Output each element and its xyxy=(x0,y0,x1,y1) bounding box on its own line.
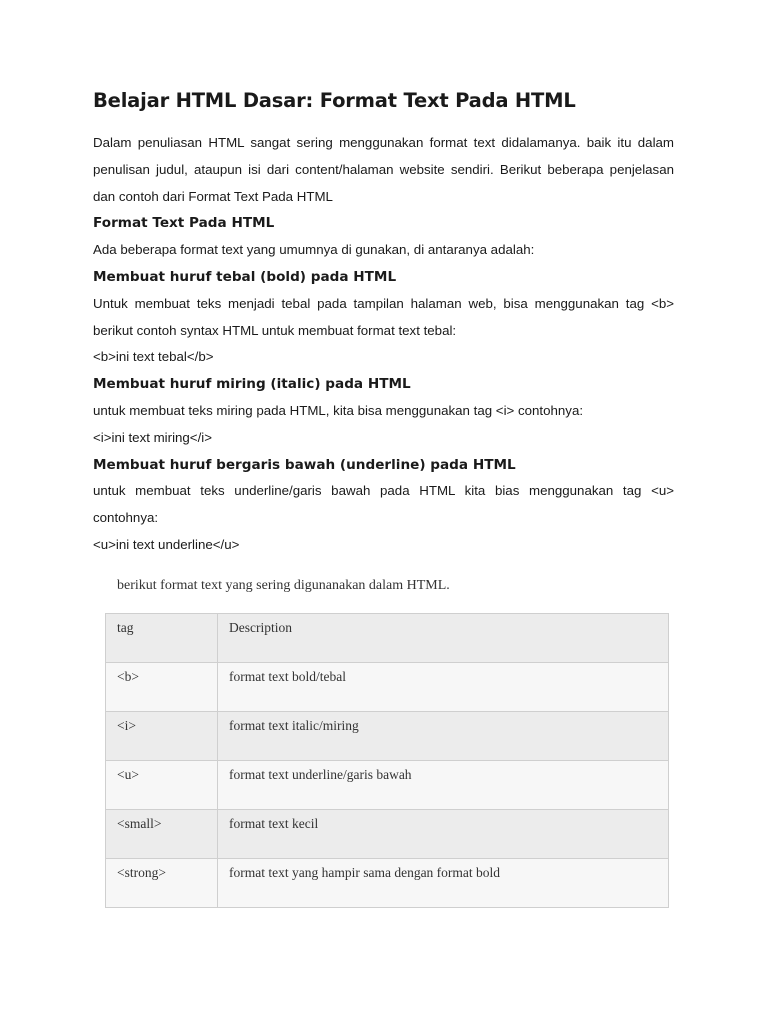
format-tags-table xyxy=(105,613,669,908)
section-heading-format-text: Format Text Pada HTML xyxy=(93,215,275,232)
document-body xyxy=(93,86,674,559)
italic-text: untuk membuat teks miring pada HTML, kita bisa menggunakan tag <i> contohnya: xyxy=(93,402,584,418)
header-cell-description: Description xyxy=(218,614,669,663)
table-row xyxy=(106,761,669,810)
description-cell: format text kecil xyxy=(218,810,669,859)
tag-cell: <u> xyxy=(106,761,218,810)
table-caption: berikut format text yang sering digunanakan dalam HTML. xyxy=(117,578,450,593)
bold-text-line-1: Untuk membuat teks menjadi tebal pada tampilan halaman web, bisa menggunakan tag <b> xyxy=(93,295,674,311)
underline-text-line-2: contohnya: xyxy=(93,510,159,526)
section-heading-bold: Membuat huruf tebal (bold) pada HTML xyxy=(93,268,397,285)
italic-example: <i>ini text miring</i> xyxy=(93,429,212,445)
table-row xyxy=(106,712,669,761)
bold-example: <b>ini text tebal</b> xyxy=(93,349,214,365)
table-row xyxy=(106,810,669,859)
underline-text-line-1: untuk membuat teks underline/garis bawah pada HTML kita bias menggunakan tag <u> xyxy=(93,483,674,499)
header-cell-tag: tag xyxy=(106,614,218,663)
tag-cell: <strong> xyxy=(106,859,218,908)
section-heading-italic: Membuat huruf miring (italic) pada HTML xyxy=(93,376,411,393)
description-cell: format text bold/tebal xyxy=(218,663,669,712)
table-header-row xyxy=(106,614,669,663)
bold-text-line-2: berikut contoh syntax HTML untuk membuat format text tebal: xyxy=(93,322,457,338)
section-heading-underline: Membuat huruf bergaris bawah (underline) pada HTML xyxy=(93,456,516,473)
table-row xyxy=(106,859,669,908)
page-title: Belajar HTML Dasar: Format Text Pada HTML xyxy=(93,89,576,112)
tag-cell: <b> xyxy=(106,663,218,712)
intro-paragraph: Dalam penuliasan HTML sangat sering menggunakan format text didalamanya. baik itu dalam penulisan judul, ataupun isi dari content/halaman website sendiri. Berikut beberapa penjelasan dan contoh dari Format Text Pada HTML xyxy=(93,135,674,204)
description-cell: format text underline/garis bawah xyxy=(218,761,669,810)
description-cell: format text italic/miring xyxy=(218,712,669,761)
section-text-format-text: Ada beberapa format text yang umumnya di gunakan, di antaranya adalah: xyxy=(93,242,535,258)
embedded-table-image xyxy=(105,575,669,908)
tag-cell: <i> xyxy=(106,712,218,761)
underline-example: <u>ini text underline</u> xyxy=(93,536,240,552)
description-cell: format text yang hampir sama dengan format bold xyxy=(218,859,669,908)
table-row xyxy=(106,663,669,712)
tag-cell: <small> xyxy=(106,810,218,859)
